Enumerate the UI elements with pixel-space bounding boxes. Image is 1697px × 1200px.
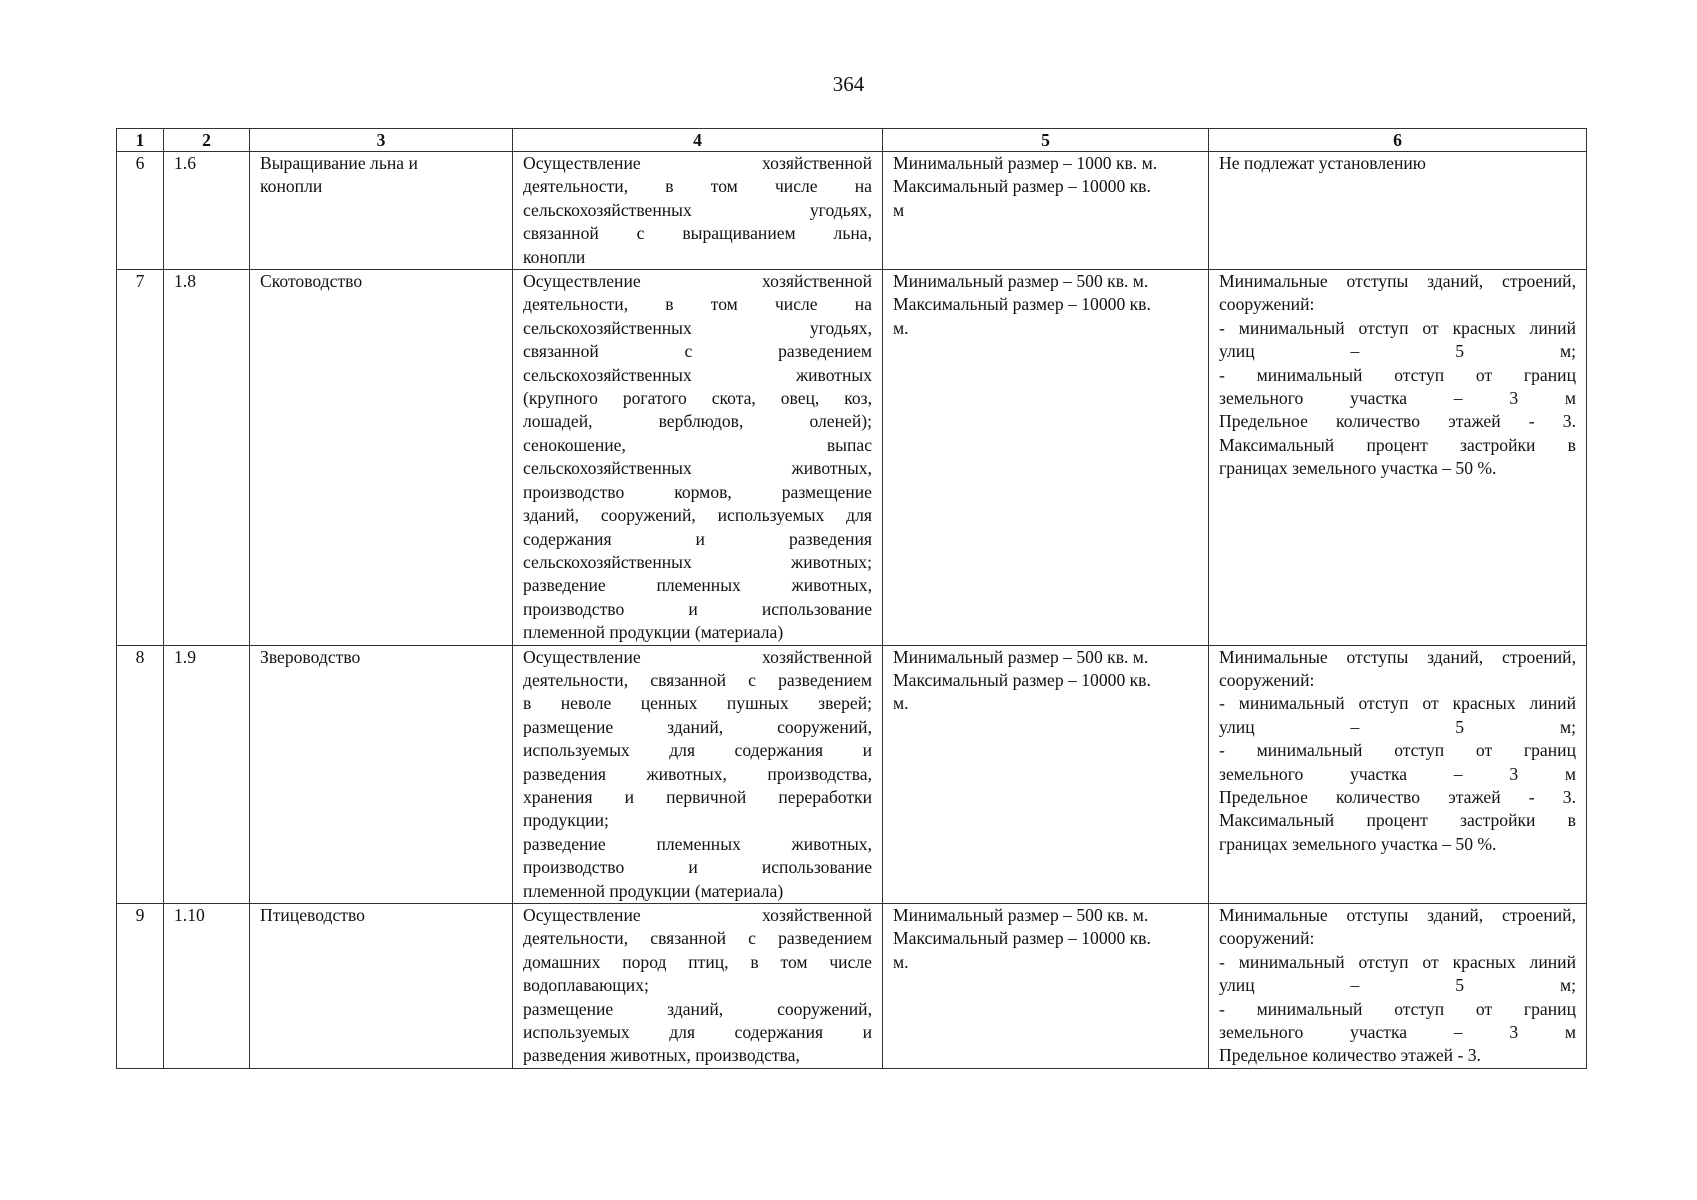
land-use-name (250, 645, 513, 903)
land-use-description-line: лошадей, верблюдов, оленей); (523, 411, 872, 432)
land-use-name (250, 904, 513, 1069)
construction-parameters-line: Минимальные отступы зданий, строений, (1219, 271, 1576, 292)
land-use-name-line: конопли (260, 176, 323, 197)
plot-size-limits-line: Минимальный размер – 500 кв. м. (893, 271, 1149, 292)
table-row (117, 904, 1587, 1069)
construction-parameters (1209, 904, 1587, 1069)
construction-parameters-line: Минимальные отступы зданий, строений, (1219, 905, 1576, 925)
land-use-description-line: сельскохозяйственных животных; (523, 551, 872, 572)
land-use-description-line: разведения животных, производства, (523, 1045, 800, 1066)
land-use-name (250, 270, 513, 646)
plot-size-limits-line: м. (893, 951, 909, 972)
land-use-description-line: разведения животных, производства, (523, 763, 872, 784)
plot-size-limits (883, 152, 1209, 270)
construction-parameters-line: Максимальный процент застройки в (1219, 434, 1576, 455)
construction-parameters-line: улиц – 5 м; (1219, 341, 1576, 362)
land-use-description-line: разведение племенных животных, (523, 575, 872, 596)
plot-size-limits-line: Максимальный размер – 10000 кв. (893, 669, 1151, 690)
header-col-6: 6 (1209, 129, 1587, 152)
plot-size-limits-line: Минимальный размер – 1000 кв. м. (893, 153, 1158, 173)
construction-parameters-line: земельного участка – 3 м (1219, 1022, 1576, 1043)
table-row (117, 270, 1587, 646)
construction-parameters-line: Минимальные отступы зданий, строений, (1219, 646, 1576, 667)
land-use-description-line: Осуществление хозяйственной (523, 271, 872, 292)
construction-parameters-line: границах земельного участка – 50 %. (1219, 833, 1497, 854)
land-use-description-line: сельскохозяйственных животных (523, 364, 872, 385)
land-use-description (513, 270, 883, 646)
construction-parameters-line: сооружений: (1219, 669, 1315, 690)
construction-parameters-line: границах земельного участка – 50 %. (1219, 458, 1497, 479)
land-use-description-line: деятельности, связанной с разведением (523, 928, 872, 949)
land-use-name (250, 152, 513, 270)
construction-parameters-line: земельного участка – 3 м (1219, 763, 1576, 784)
header-col-4: 4 (513, 129, 883, 152)
header-col-3: 3 (250, 129, 513, 152)
header-col-5: 5 (883, 129, 1209, 152)
page-number: 364 (832, 72, 865, 96)
table-row (117, 645, 1587, 903)
plot-size-limits-line: Максимальный размер – 10000 кв. (893, 176, 1151, 197)
land-use-description-line: деятельности, в том числе на (523, 294, 872, 315)
construction-parameters-line: сооружений: (1219, 294, 1315, 315)
land-use-description-line: сельскохозяйственных животных, (523, 458, 872, 479)
row-code: 1.9 (164, 645, 250, 903)
plot-size-limits-line: м. (893, 317, 909, 338)
land-use-description-line: (крупного рогатого скота, овец, коз, (523, 388, 872, 409)
row-code: 1.6 (164, 152, 250, 270)
land-use-description-line: Осуществление хозяйственной (523, 646, 872, 667)
construction-parameters-line: Максимальный процент застройки в (1219, 810, 1576, 831)
plot-size-limits (883, 645, 1209, 903)
construction-parameters-line: Предельное количество этажей - 3. (1219, 411, 1576, 432)
land-use-description-line: сельскохозяйственных угодьях, (523, 199, 872, 220)
land-use-description-line: используемых для содержания и (523, 740, 872, 761)
land-use-description-line: содержания и разведения (523, 528, 872, 549)
construction-parameters-line: улиц – 5 м; (1219, 716, 1576, 737)
header-col-2: 2 (164, 129, 250, 152)
construction-parameters-line: - минимальный отступ от красных линий (1219, 693, 1576, 714)
land-use-description-line: размещение зданий, сооружений, (523, 998, 872, 1019)
construction-parameters (1209, 152, 1587, 270)
row-number: 9 (117, 904, 164, 1069)
land-use-description-line: Осуществление хозяйственной (523, 905, 872, 925)
land-use-description-line: производство и использование (523, 857, 872, 878)
table-row (117, 152, 1587, 270)
row-code: 1.8 (164, 270, 250, 646)
construction-parameters-line: земельного участка – 3 м (1219, 388, 1576, 409)
plot-size-limits-line: Минимальный размер – 500 кв. м. (893, 905, 1149, 925)
land-use-description-line: сенокошение, выпас (523, 434, 872, 455)
plot-size-limits (883, 270, 1209, 646)
land-use-description-line: сельскохозяйственных угодьях, (523, 317, 872, 338)
row-number: 8 (117, 645, 164, 903)
plot-size-limits-line: м. (893, 693, 909, 714)
construction-parameters (1209, 270, 1587, 646)
land-use-description-line: деятельности, в том числе на (523, 176, 872, 197)
land-use-description-line: зданий, сооружений, используемых для (523, 505, 872, 526)
land-use-description-line: деятельности, связанной с разведением (523, 669, 872, 690)
land-use-name-line: Выращивание льна и (260, 153, 418, 173)
construction-parameters (1209, 645, 1587, 903)
table-header-row (117, 129, 1587, 152)
land-use-description-line: в неволе ценных пушных зверей; (523, 693, 872, 714)
land-use-description-line: производство и использование (523, 598, 872, 619)
land-use-description-line: разведение племенных животных, (523, 833, 872, 854)
plot-size-limits-line: Максимальный размер – 10000 кв. (893, 294, 1151, 315)
row-code: 1.10 (164, 904, 250, 1069)
plot-size-limits-line: м (893, 199, 905, 220)
land-use-description-line: конопли (523, 246, 586, 267)
land-use-description-line: размещение зданий, сооружений, (523, 716, 872, 737)
land-use-description-line: племенной продукции (материала) (523, 622, 784, 643)
construction-parameters-line: улиц – 5 м; (1219, 975, 1576, 996)
plot-size-limits-line: Минимальный размер – 500 кв. м. (893, 646, 1149, 667)
land-use-description-line: используемых для содержания и (523, 1022, 872, 1043)
construction-parameters-line: Предельное количество этажей - 3. (1219, 786, 1576, 807)
land-use-description-line: Осуществление хозяйственной (523, 153, 872, 173)
construction-parameters-line: - минимальный отступ от границ (1219, 998, 1576, 1019)
land-use-name-line: Птицеводство (260, 905, 365, 925)
land-use-description-line: связанной с выращиванием льна, (523, 223, 872, 244)
land-use-table (116, 128, 1587, 1069)
construction-parameters-line: - минимальный отступ от границ (1219, 740, 1576, 761)
header-col-1: 1 (117, 129, 164, 152)
plot-size-limits (883, 904, 1209, 1069)
land-use-name-line: Звероводство (260, 646, 361, 667)
construction-parameters-line: сооружений: (1219, 928, 1315, 949)
land-use-description-line: производство кормов, размещение (523, 481, 872, 502)
row-number: 7 (117, 270, 164, 646)
land-use-description (513, 152, 883, 270)
land-use-description-line: водоплавающих; (523, 975, 649, 996)
land-use-name-line: Скотоводство (260, 271, 363, 292)
land-use-description (513, 904, 883, 1069)
land-use-description-line: продукции; (523, 810, 609, 831)
construction-parameters-line: - минимальный отступ от красных линий (1219, 317, 1576, 338)
construction-parameters-line: Предельное количество этажей - 3. (1219, 1045, 1481, 1066)
row-number: 6 (117, 152, 164, 270)
construction-parameters-line: Не подлежат установлению (1219, 153, 1426, 173)
land-use-description-line: связанной с разведением (523, 341, 872, 362)
construction-parameters-line: - минимальный отступ от красных линий (1219, 951, 1576, 972)
land-use-description (513, 645, 883, 903)
land-use-description-line: племенной продукции (материала) (523, 880, 784, 901)
land-use-description-line: домашних пород птиц, в том числе (523, 951, 872, 972)
construction-parameters-line: - минимальный отступ от границ (1219, 364, 1576, 385)
plot-size-limits-line: Максимальный размер – 10000 кв. (893, 928, 1151, 949)
land-use-description-line: хранения и первичной переработки (523, 786, 872, 807)
